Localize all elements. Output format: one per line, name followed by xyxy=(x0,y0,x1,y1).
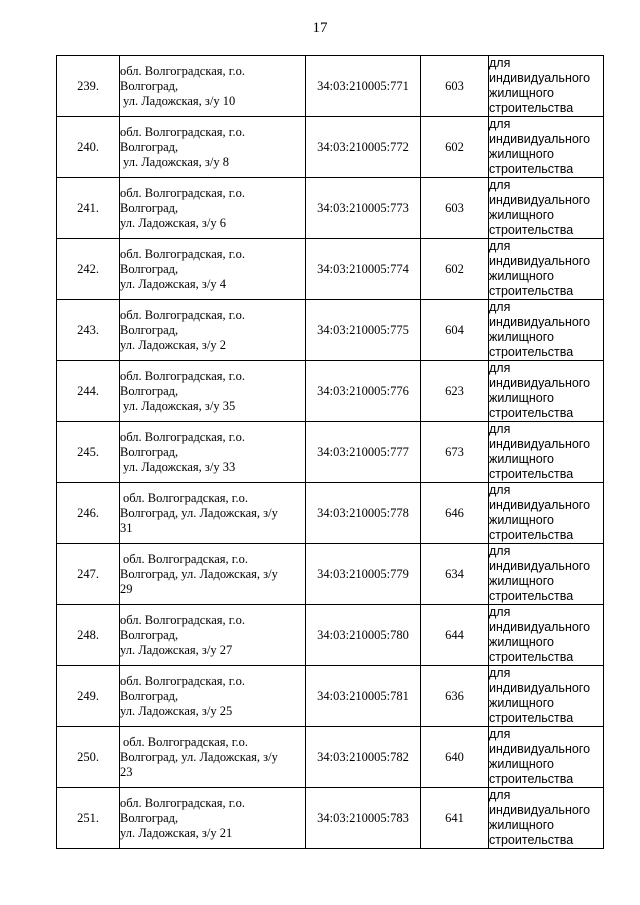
table-row xyxy=(57,666,604,727)
permitted-use-line: жилищного xyxy=(489,574,554,588)
permitted-use-line: строительства xyxy=(489,284,574,298)
area-value: 603 xyxy=(421,56,489,117)
permitted-use-line: строительства xyxy=(489,467,574,481)
row-number: 244. xyxy=(57,361,120,422)
permitted-use-line: индивидуального xyxy=(489,193,591,207)
permitted-use-line: жилищного xyxy=(489,269,554,283)
permitted-use-line: индивидуального xyxy=(489,559,591,573)
area-value: 673 xyxy=(421,422,489,483)
table-row xyxy=(57,300,604,361)
address-line: ул. Ладожская, з/у 2 xyxy=(120,337,226,352)
address-line: ул. Ладожская, з/у 27 xyxy=(120,642,233,657)
permitted-use-cell xyxy=(489,361,604,422)
address-cell xyxy=(120,788,306,849)
address-line: Волгоград, xyxy=(120,78,179,93)
permitted-use-line: жилищного xyxy=(489,513,554,527)
permitted-use-line: строительства xyxy=(489,406,574,420)
address-line: обл. Волгоградская, г.о. xyxy=(120,673,245,688)
permitted-use-line: для xyxy=(489,300,511,314)
table-row xyxy=(57,117,604,178)
address-cell xyxy=(120,178,306,239)
cadastral-number: 34:03:210005:781 xyxy=(306,666,421,727)
address-line: обл. Волгоградская, г.о. xyxy=(123,734,248,749)
row-number: 249. xyxy=(57,666,120,727)
table-row xyxy=(57,605,604,666)
table-row xyxy=(57,544,604,605)
permitted-use-line: индивидуального xyxy=(489,681,591,695)
address-cell xyxy=(120,666,306,727)
permitted-use-line: строительства xyxy=(489,650,574,664)
address-line: ул. Ладожская, з/у 8 xyxy=(123,154,229,169)
address-line: обл. Волгоградская, г.о. xyxy=(120,246,245,261)
address-cell xyxy=(120,117,306,178)
address-line: ул. Ладожская, з/у 6 xyxy=(120,215,226,230)
address-line: ул. Ладожская, з/у 33 xyxy=(123,459,236,474)
address-line: Волгоград, ул. Ладожская, з/у xyxy=(120,566,278,581)
address-line: 23 xyxy=(120,764,133,779)
permitted-use-line: строительства xyxy=(489,589,574,603)
cadastral-number: 34:03:210005:783 xyxy=(306,788,421,849)
permitted-use-line: индивидуального xyxy=(489,803,591,817)
permitted-use-cell xyxy=(489,56,604,117)
address-cell xyxy=(120,361,306,422)
area-value: 603 xyxy=(421,178,489,239)
cadastral-number: 34:03:210005:779 xyxy=(306,544,421,605)
address-line: Волгоград, ул. Ладожская, з/у xyxy=(120,749,278,764)
cadastral-number: 34:03:210005:776 xyxy=(306,361,421,422)
permitted-use-line: жилищного xyxy=(489,696,554,710)
permitted-use-cell xyxy=(489,605,604,666)
address-cell xyxy=(120,239,306,300)
cadastral-number: 34:03:210005:778 xyxy=(306,483,421,544)
cadastral-number: 34:03:210005:773 xyxy=(306,178,421,239)
address-line: обл. Волгоградская, г.о. xyxy=(120,124,245,139)
permitted-use-cell xyxy=(489,483,604,544)
permitted-use-line: для xyxy=(489,788,511,802)
address-cell xyxy=(120,727,306,788)
address-line: обл. Волгоградская, г.о. xyxy=(120,307,245,322)
cadastral-number: 34:03:210005:774 xyxy=(306,239,421,300)
row-number: 250. xyxy=(57,727,120,788)
address-line: Волгоград, xyxy=(120,322,179,337)
cadastral-number: 34:03:210005:777 xyxy=(306,422,421,483)
permitted-use-line: жилищного xyxy=(489,147,554,161)
row-number: 247. xyxy=(57,544,120,605)
permitted-use-line: строительства xyxy=(489,101,574,115)
permitted-use-line: строительства xyxy=(489,528,574,542)
table-row xyxy=(57,788,604,849)
permitted-use-line: для xyxy=(489,178,511,192)
permitted-use-line: строительства xyxy=(489,772,574,786)
permitted-use-line: для xyxy=(489,361,511,375)
row-number: 246. xyxy=(57,483,120,544)
permitted-use-line: индивидуального xyxy=(489,132,591,146)
address-line: обл. Волгоградская, г.о. xyxy=(120,429,245,444)
cadastral-number: 34:03:210005:780 xyxy=(306,605,421,666)
area-value: 634 xyxy=(421,544,489,605)
permitted-use-line: жилищного xyxy=(489,208,554,222)
row-number: 251. xyxy=(57,788,120,849)
address-line: Волгоград, xyxy=(120,200,179,215)
address-cell xyxy=(120,422,306,483)
table-body xyxy=(57,56,604,849)
table-row xyxy=(57,361,604,422)
address-line: ул. Ладожская, з/у 4 xyxy=(120,276,226,291)
table-row xyxy=(57,483,604,544)
table-row xyxy=(57,422,604,483)
address-line: обл. Волгоградская, г.о. xyxy=(123,551,248,566)
address-line: обл. Волгоградская, г.о. xyxy=(120,63,245,78)
permitted-use-cell xyxy=(489,727,604,788)
address-line: ул. Ладожская, з/у 35 xyxy=(123,398,236,413)
permitted-use-line: строительства xyxy=(489,162,574,176)
row-number: 248. xyxy=(57,605,120,666)
address-line: Волгоград, xyxy=(120,139,179,154)
address-cell xyxy=(120,56,306,117)
row-number: 243. xyxy=(57,300,120,361)
address-line: Волгоград, xyxy=(120,261,179,276)
cadastral-number: 34:03:210005:772 xyxy=(306,117,421,178)
permitted-use-cell xyxy=(489,666,604,727)
permitted-use-line: для xyxy=(489,727,511,741)
permitted-use-line: индивидуального xyxy=(489,620,591,634)
permitted-use-cell xyxy=(489,178,604,239)
address-line: обл. Волгоградская, г.о. xyxy=(120,612,245,627)
address-cell xyxy=(120,544,306,605)
area-value: 646 xyxy=(421,483,489,544)
address-line: обл. Волгоградская, г.о. xyxy=(123,490,248,505)
permitted-use-cell xyxy=(489,300,604,361)
area-value: 623 xyxy=(421,361,489,422)
permitted-use-cell xyxy=(489,239,604,300)
address-line: ул. Ладожская, з/у 21 xyxy=(120,825,233,840)
permitted-use-cell xyxy=(489,788,604,849)
permitted-use-line: жилищного xyxy=(489,757,554,771)
address-cell xyxy=(120,483,306,544)
permitted-use-line: индивидуального xyxy=(489,437,591,451)
row-number: 242. xyxy=(57,239,120,300)
permitted-use-line: жилищного xyxy=(489,452,554,466)
land-plot-table xyxy=(56,55,604,849)
permitted-use-line: индивидуального xyxy=(489,315,591,329)
row-number: 245. xyxy=(57,422,120,483)
table-row xyxy=(57,56,604,117)
address-line: обл. Волгоградская, г.о. xyxy=(120,368,245,383)
row-number: 241. xyxy=(57,178,120,239)
address-line: обл. Волгоградская, г.о. xyxy=(120,795,245,810)
address-line: Волгоград, xyxy=(120,688,179,703)
area-value: 644 xyxy=(421,605,489,666)
row-number: 239. xyxy=(57,56,120,117)
address-line: 31 xyxy=(120,520,133,535)
permitted-use-line: индивидуального xyxy=(489,376,591,390)
permitted-use-cell xyxy=(489,422,604,483)
permitted-use-line: индивидуального xyxy=(489,71,591,85)
table-row xyxy=(57,178,604,239)
permitted-use-line: для xyxy=(489,117,511,131)
cadastral-number: 34:03:210005:775 xyxy=(306,300,421,361)
permitted-use-line: строительства xyxy=(489,223,574,237)
area-value: 640 xyxy=(421,727,489,788)
permitted-use-line: жилищного xyxy=(489,86,554,100)
address-line: Волгоград, xyxy=(120,810,179,825)
permitted-use-line: жилищного xyxy=(489,635,554,649)
permitted-use-line: строительства xyxy=(489,711,574,725)
permitted-use-line: для xyxy=(489,239,511,253)
permitted-use-line: жилищного xyxy=(489,330,554,344)
permitted-use-line: строительства xyxy=(489,833,574,847)
area-value: 604 xyxy=(421,300,489,361)
permitted-use-line: для xyxy=(489,422,511,436)
permitted-use-line: индивидуального xyxy=(489,742,591,756)
cadastral-number: 34:03:210005:782 xyxy=(306,727,421,788)
area-value: 602 xyxy=(421,117,489,178)
page-number: 17 xyxy=(312,20,328,36)
address-line: 29 xyxy=(120,581,133,596)
table-row xyxy=(57,239,604,300)
address-cell xyxy=(120,605,306,666)
permitted-use-line: жилищного xyxy=(489,818,554,832)
address-line: ул. Ладожская, з/у 10 xyxy=(123,93,236,108)
address-line: Волгоград, xyxy=(120,383,179,398)
permitted-use-line: для xyxy=(489,483,511,497)
permitted-use-cell xyxy=(489,544,604,605)
address-line: Волгоград, xyxy=(120,627,179,642)
permitted-use-line: строительства xyxy=(489,345,574,359)
address-line: Волгоград, xyxy=(120,444,179,459)
cadastral-number: 34:03:210005:771 xyxy=(306,56,421,117)
permitted-use-line: для xyxy=(489,544,511,558)
area-value: 602 xyxy=(421,239,489,300)
permitted-use-cell xyxy=(489,117,604,178)
address-line: Волгоград, ул. Ладожская, з/у xyxy=(120,505,278,520)
permitted-use-line: для xyxy=(489,56,511,70)
area-value: 641 xyxy=(421,788,489,849)
permitted-use-line: жилищного xyxy=(489,391,554,405)
permitted-use-line: индивидуального xyxy=(489,498,591,512)
area-value: 636 xyxy=(421,666,489,727)
permitted-use-line: индивидуального xyxy=(489,254,591,268)
permitted-use-line: для xyxy=(489,666,511,680)
address-cell xyxy=(120,300,306,361)
permitted-use-line: для xyxy=(489,605,511,619)
address-line: ул. Ладожская, з/у 25 xyxy=(120,703,233,718)
table-row xyxy=(57,727,604,788)
row-number: 240. xyxy=(57,117,120,178)
address-line: обл. Волгоградская, г.о. xyxy=(120,185,245,200)
